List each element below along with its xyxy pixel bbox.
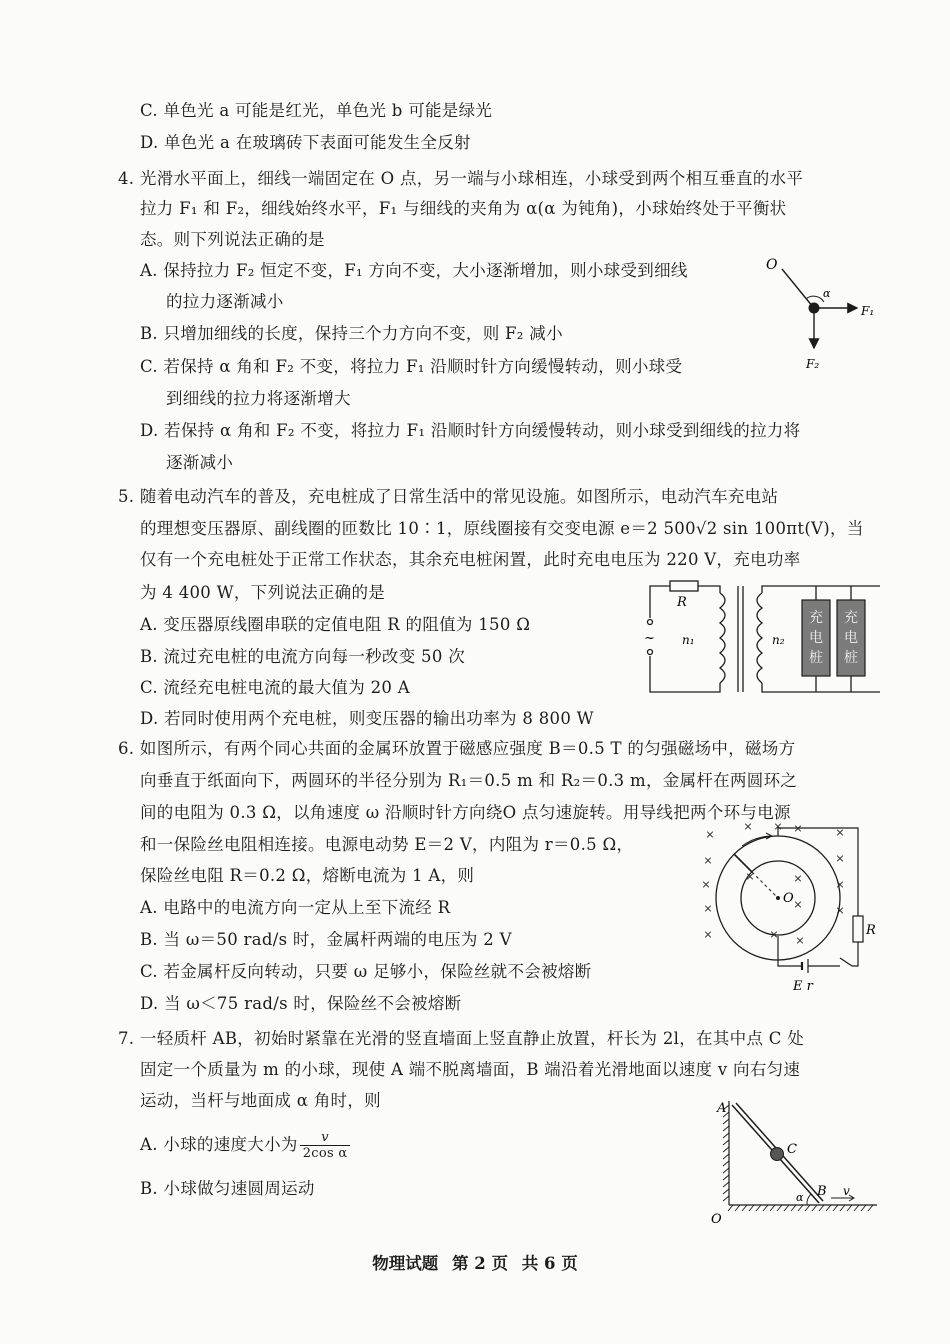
center-o bbox=[776, 896, 780, 900]
label-f2: F₂ bbox=[806, 357, 820, 371]
velocity-fraction bbox=[300, 1130, 351, 1161]
footer-subject: 物理试题 bbox=[372, 1254, 439, 1273]
q4-option-c-line-1: C. 若保持 α 角和 F₂ 不变，将拉力 F₁ 沿顺时针方向缓慢转动，则小球受 bbox=[140, 357, 683, 376]
q7-rod-diagram bbox=[705, 1095, 885, 1230]
q6-stem-line-1: 6. 如图所示，有两个同心共面的金属环放置于磁感应强度 B＝0.5 T 的匀强磁场中，磁场方 bbox=[118, 739, 796, 758]
metal-rod bbox=[734, 854, 752, 872]
primary-coil bbox=[720, 593, 725, 683]
q4-stem-line-2: 拉力 F₁ 和 F₂，细线始终水平，F₁ 与细线的夹角为 α(α 为钝角)，小球始终处于平衡状 bbox=[140, 199, 787, 218]
rod-dashed-extension bbox=[752, 872, 778, 898]
q6-option-d: D. 当 ω＜75 rad/s 时，保险丝不会被熔断 bbox=[140, 994, 462, 1013]
q4-option-c-line-2: 到细线的拉力将逐渐增大 bbox=[166, 389, 351, 408]
q4-option-d-line-2: 逐渐减小 bbox=[166, 453, 234, 472]
pile2-char-2: 电 bbox=[844, 630, 858, 646]
q5-transformer-circuit bbox=[640, 578, 880, 698]
q6-stem-line-4: 和一保险丝电阻相连接。电源电动势 E＝2 V，内阻为 r＝0.5 Ω， bbox=[140, 835, 634, 854]
q6-option-a: A. 电路中的电流方向一定从上至下流经 R bbox=[140, 898, 451, 917]
q5-option-c: C. 流经充电桩电流的最大值为 20 A bbox=[140, 678, 410, 697]
q3-option-c: C. 单色光 a 可能是红光，单色光 b 可能是绿光 bbox=[140, 101, 493, 120]
secondary-coil bbox=[757, 593, 762, 683]
label-a: A bbox=[717, 1101, 727, 1116]
field-cross: × bbox=[795, 934, 805, 947]
q7-stem-line-3: 运动，当杆与地面成 α 角时，则 bbox=[140, 1091, 381, 1110]
fraction-denominator: 2cos α bbox=[302, 1146, 348, 1161]
field-cross: × bbox=[701, 878, 711, 891]
fuse-resistor-r bbox=[853, 916, 863, 942]
field-cross: × bbox=[835, 852, 845, 865]
field-cross: × bbox=[773, 820, 783, 833]
field-cross: × bbox=[793, 872, 803, 885]
field-cross: × bbox=[835, 904, 845, 917]
q4-option-b: B. 只增加细线的长度，保持三个力方向不变，则 F₂ 减小 bbox=[140, 324, 563, 343]
fraction-numerator: v bbox=[300, 1130, 351, 1146]
q6-stem-line-2: 向垂直于纸面向下，两圆环的半径分别为 R₁＝0.5 m 和 R₂＝0.3 m，金属杆在两圆环之 bbox=[140, 771, 798, 790]
q4-force-diagram bbox=[760, 255, 890, 380]
q7-option-a-text: A. 小球的速度大小为 bbox=[140, 1135, 298, 1154]
field-cross: × bbox=[743, 820, 753, 833]
q4-stem-line-3: 态。则下列说法正确的是 bbox=[140, 230, 325, 249]
q5-option-b: B. 流过充电桩的电流方向每一秒改变 50 次 bbox=[140, 647, 466, 666]
label-alpha: α bbox=[796, 1191, 804, 1204]
ball-c bbox=[771, 1148, 784, 1161]
q4-option-a-line-2: 的拉力逐渐减小 bbox=[166, 292, 284, 311]
label-emf: E r bbox=[793, 979, 813, 994]
label-o: O bbox=[783, 891, 794, 906]
page-footer bbox=[0, 1250, 950, 1274]
label-f1: F₁ bbox=[861, 304, 875, 318]
label-r: R bbox=[866, 923, 876, 938]
field-cross: × bbox=[745, 870, 755, 883]
q4-option-a-line-1: A. 保持拉力 F₂ 恒定不变，F₁ 方向不变，大小逐渐增加，则小球受到细线 bbox=[140, 261, 688, 280]
q6-stem-line-3: 间的电阻为 0.3 Ω，以角速度 ω 沿顺时针方向绕O 点匀速旋转。用导线把两个环与电源 bbox=[140, 803, 791, 822]
q7-stem-line-1: 7. 一轻质杆 AB，初始时紧靠在光滑的竖直墙面上竖直静止放置，杆长为 2l，在其中点 C 处 bbox=[118, 1029, 805, 1048]
magnetic-field-crosses bbox=[701, 820, 844, 947]
pile1-char-3: 桩 bbox=[809, 650, 823, 666]
q4-option-d-line-1: D. 若保持 α 角和 F₂ 不变，将拉力 F₁ 沿顺时针方向缓慢转动，则小球受到细线的拉力将 bbox=[140, 421, 801, 440]
label-b: B bbox=[817, 1184, 827, 1199]
label-v: v bbox=[843, 1184, 850, 1198]
q6-rings-diagram bbox=[700, 820, 885, 994]
label-n1: n₁ bbox=[682, 633, 695, 647]
field-cross: × bbox=[703, 854, 713, 867]
q5-stem-line-4: 为 4 400 W，下列说法正确的是 bbox=[140, 583, 386, 602]
field-cross: × bbox=[769, 928, 779, 941]
pile1-char-2: 电 bbox=[809, 630, 823, 646]
switch bbox=[840, 958, 852, 966]
q3-option-d: D. 单色光 a 在玻璃砖下表面可能发生全反射 bbox=[140, 133, 471, 152]
ac-source-icon: ~ bbox=[644, 631, 655, 646]
q7-option-a bbox=[140, 1130, 350, 1161]
label-r: R bbox=[677, 595, 687, 610]
pile2-char-3: 桩 bbox=[844, 650, 858, 666]
field-cross: × bbox=[835, 878, 845, 891]
ball bbox=[809, 303, 820, 314]
field-cross: × bbox=[703, 928, 713, 941]
q4-stem-line-1: 4. 光滑水平面上，细线一端固定在 O 点，另一端与小球相连，小球受到两个相互垂直的水平 bbox=[118, 169, 804, 188]
field-cross: × bbox=[705, 828, 715, 841]
label-o: O bbox=[711, 1212, 722, 1227]
field-cross: × bbox=[835, 826, 845, 839]
q5-option-d: D. 若同时使用两个充电桩，则变压器的输出功率为 8 800 W bbox=[140, 709, 594, 728]
string-line bbox=[782, 269, 813, 307]
label-o: O bbox=[766, 257, 778, 273]
q6-option-b: B. 当 ω＝50 rad/s 时，金属杆两端的电压为 2 V bbox=[140, 930, 512, 949]
q5-stem-line-2: 的理想变压器原、副线圈的匝数比 10∶1，原线圈接有交变电源 e＝2 500√2 sin 100πt(V)，当 bbox=[140, 519, 864, 538]
label-alpha: α bbox=[823, 287, 831, 300]
label-c: C bbox=[787, 1142, 797, 1157]
pile2-char-1: 充 bbox=[844, 610, 858, 626]
resistor-r bbox=[670, 581, 698, 591]
field-cross: × bbox=[793, 898, 803, 911]
q5-option-a: A. 变压器原线圈串联的定值电阻 R 的阻值为 150 Ω bbox=[140, 615, 531, 634]
pile1-char-1: 充 bbox=[809, 610, 823, 626]
q5-stem-line-3: 仅有一个充电桩处于正常工作状态，其余充电桩闲置，此时充电电压为 220 V，充电功率 bbox=[140, 550, 801, 569]
q7-stem-line-2: 固定一个质量为 m 的小球，现使 A 端不脱离墙面，B 端沿着光滑地面以速度 v 向右匀速 bbox=[140, 1060, 801, 1079]
footer-total: 共 6 页 bbox=[521, 1254, 578, 1273]
field-cross: × bbox=[703, 902, 713, 915]
q7-option-b: B. 小球做匀速圆周运动 bbox=[140, 1179, 315, 1198]
footer-page: 第 2 页 bbox=[452, 1254, 508, 1273]
q5-stem-line-1: 5. 随着电动汽车的普及，充电桩成了日常生活中的常见设施。如图所示，电动汽车充电站 bbox=[118, 487, 779, 506]
q6-stem-line-5: 保险丝电阻 R＝0.2 Ω，熔断电流为 1 A，则 bbox=[140, 866, 475, 885]
q6-option-c: C. 若金属杆反向转动，只要 ω 足够小，保险丝就不会被熔断 bbox=[140, 962, 592, 981]
field-cross: × bbox=[793, 822, 803, 835]
label-n2: n₂ bbox=[772, 633, 785, 647]
